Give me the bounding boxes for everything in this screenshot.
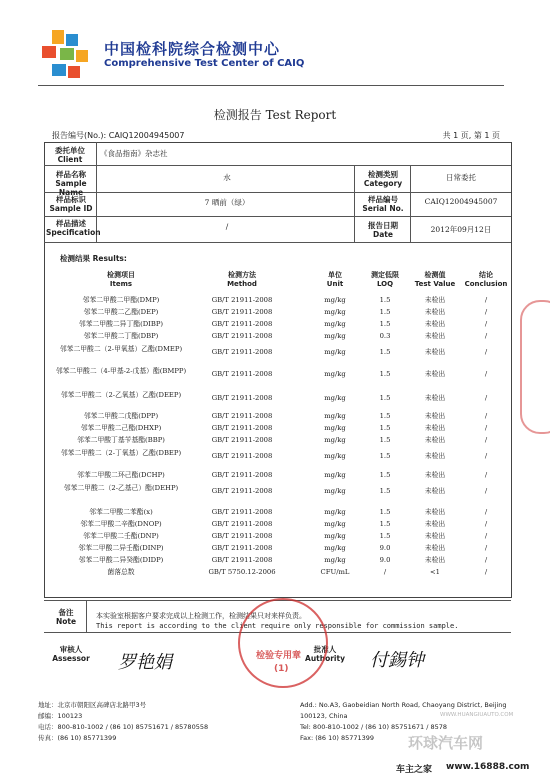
result-loq: 1.5 — [379, 370, 391, 378]
result-conclusion: / — [484, 508, 488, 516]
category-label: 检测类别 Category — [363, 170, 403, 188]
spec-label: 样品描述 Specification — [46, 219, 101, 237]
result-method: GB/T 21911-2008 — [211, 332, 273, 340]
result-conclusion: / — [484, 520, 488, 528]
result-unit: CFU/mL — [320, 568, 350, 576]
assessor-signature: 罗艳娟 — [118, 652, 172, 673]
result-item: 邻苯二甲酸二异丁酯(DIBP) — [78, 320, 164, 328]
result-unit: mg/kg — [324, 520, 346, 528]
result-test-value: 未检出 — [424, 412, 446, 420]
divider — [96, 142, 97, 242]
result-unit: mg/kg — [324, 394, 346, 402]
result-item: 邻苯二甲酸二（2-乙氧基）乙酯(DEEP) — [60, 391, 182, 399]
result-method: GB/T 21911-2008 — [211, 424, 273, 432]
result-item: 邻苯二甲酸二（2-乙基己）酯(DEHP) — [63, 484, 179, 492]
result-test-value: 未检出 — [424, 487, 446, 495]
result-item: 邻苯二甲酸二戊酯(DPP) — [83, 412, 159, 420]
result-method: GB/T 21911-2008 — [211, 487, 273, 495]
result-conclusion: / — [484, 412, 488, 420]
result-conclusion: / — [484, 296, 488, 304]
result-loq: 1.5 — [379, 320, 391, 328]
result-method: GB/T 21911-2008 — [211, 452, 273, 460]
col-header-method: 检测方法 Method — [227, 271, 257, 288]
result-item: 邻苯二甲酸丁基苄基酯(BBP) — [77, 436, 165, 444]
result-method: GB/T 21911-2008 — [211, 320, 273, 328]
result-item: 邻苯二甲酸二环己酯(DCHP) — [77, 471, 165, 479]
footer-brand: 车主之家 — [396, 765, 433, 775]
serial-label: 样品编号 Serial No. — [362, 195, 404, 213]
result-conclusion: / — [484, 556, 488, 564]
result-conclusion: / — [484, 436, 488, 444]
result-loq: 1.5 — [379, 296, 391, 304]
result-unit: mg/kg — [324, 487, 346, 495]
result-item: 邻苯二甲酸二丁酯(DBP) — [83, 332, 159, 340]
divider — [86, 600, 87, 632]
result-conclusion: / — [484, 308, 488, 316]
sample-id-label: 样品标识 Sample ID — [49, 195, 93, 213]
client-value: 《食品指南》杂志社 — [100, 149, 168, 158]
result-conclusion: / — [484, 320, 488, 328]
result-conclusion: / — [484, 348, 488, 356]
result-unit: mg/kg — [324, 556, 346, 564]
result-unit: mg/kg — [324, 424, 346, 432]
footer-url: www.16888.com — [446, 762, 530, 772]
col-header-conclusion: 结论 Conclusion — [464, 271, 508, 288]
result-method: GB/T 21911-2008 — [211, 471, 273, 479]
result-unit: mg/kg — [324, 296, 346, 304]
result-unit: mg/kg — [324, 508, 346, 516]
result-loq: 1.5 — [379, 487, 391, 495]
result-test-value: 未检出 — [424, 370, 446, 378]
authority-label: 批准人 Authority — [305, 645, 345, 663]
date-value: 2012年09月12日 — [430, 225, 492, 234]
result-method: GB/T 21911-2008 — [211, 308, 273, 316]
result-method: GB/T 21911-2008 — [211, 412, 273, 420]
result-item: 邻苯二甲酸二（4-甲基-2-戊基）酯(BMPP) — [55, 367, 187, 375]
report-number: 报告编号(No.): CAIQ12004945007 — [52, 131, 185, 140]
result-loq: 9.0 — [379, 544, 391, 552]
client-label: 委托单位 Client — [55, 146, 85, 164]
result-unit: mg/kg — [324, 452, 346, 460]
result-test-value: 未检出 — [424, 471, 446, 479]
result-unit: mg/kg — [324, 320, 346, 328]
divider — [44, 242, 511, 243]
result-loq: 1.5 — [379, 520, 391, 528]
result-test-value: 未检出 — [424, 424, 446, 432]
divider — [410, 165, 411, 242]
serial-value: CAIQ12004945007 — [424, 197, 498, 206]
result-test-value: 未检出 — [424, 544, 446, 552]
result-item: 邻苯二甲酸二苯酯(x) — [89, 508, 153, 516]
watermark-brand: 环球汽车网 — [408, 734, 484, 752]
result-method: GB/T 21911-2008 — [211, 370, 273, 378]
result-method: GB/T 21911-2008 — [211, 394, 273, 402]
official-seal — [238, 598, 328, 688]
result-test-value: 未检出 — [424, 436, 446, 444]
result-test-value: 未检出 — [424, 394, 446, 402]
result-conclusion: / — [484, 452, 488, 460]
result-item: 邻苯二甲酸二异壬酯(DINP) — [78, 544, 164, 552]
result-item: 邻苯二甲酸二甲酯(DMP) — [82, 296, 160, 304]
result-unit: mg/kg — [324, 308, 346, 316]
result-item: 邻苯二甲酸二壬酯(DNP) — [83, 532, 159, 540]
address-en: Add.: No.A3, Gaobeidian North Road, Chaoyang District, Beijing 100123, China Tel: 800-810-1002 / (86 10) 85751671 / 8578 Fax: (86 10) 85771399 — [300, 701, 507, 742]
result-method: GB/T 21911-2008 — [211, 508, 273, 516]
result-unit: mg/kg — [324, 348, 346, 356]
result-conclusion: / — [484, 544, 488, 552]
result-conclusion: / — [484, 370, 488, 378]
caiq-logo-icon — [38, 30, 96, 80]
result-conclusion: / — [484, 487, 488, 495]
result-conclusion: / — [484, 471, 488, 479]
address-cn: 地址：北京市朝阳区高碑店北路甲3号 邮编：100123 电话：800-810-1002 / (86 10) 85751671 / 85780558 传真：(86 10) 85771399 — [38, 701, 209, 742]
spec-value: / — [225, 222, 229, 231]
result-test-value: 未检出 — [424, 520, 446, 528]
result-item: 邻苯二甲酸二辛酯(DNOP) — [80, 520, 162, 528]
result-loq: 1.5 — [379, 424, 391, 432]
result-loq: 1.5 — [379, 471, 391, 479]
note-text-cn: 本实验室根据客户要求完成以上检测工作，检测结果只对来样负责。 — [96, 612, 306, 620]
divider — [44, 192, 511, 193]
note-label: 备注 Note — [55, 608, 77, 626]
divider — [354, 165, 355, 242]
result-item: 菌落总数 — [107, 568, 135, 576]
col-header-unit: 单位 Unit — [326, 271, 344, 288]
result-unit: mg/kg — [324, 544, 346, 552]
result-unit: mg/kg — [324, 332, 346, 340]
seal-index: (1) — [274, 664, 289, 674]
result-item: 邻苯二甲酸二（2-丁氧基）乙酯(DBEP) — [60, 449, 182, 457]
page-info: 共 1 页, 第 1 页 — [442, 131, 500, 140]
result-loq: 0.3 — [379, 332, 391, 340]
col-header-loq: 测定低限 LOQ — [371, 271, 399, 288]
result-loq: 1.5 — [379, 532, 391, 540]
result-test-value: 未检出 — [424, 296, 446, 304]
col-header-items: 检测项目 Items — [107, 271, 135, 288]
edge-seal — [520, 300, 550, 434]
result-loq: 1.5 — [379, 452, 391, 460]
note-text-en: This report is according to the client require only responsible for commission sample. — [96, 622, 459, 630]
result-item: 邻苯二甲酸二乙酯(DEP) — [83, 308, 159, 316]
category-value: 日常委托 — [446, 173, 476, 182]
result-method: GB/T 21911-2008 — [211, 436, 273, 444]
result-method: GB/T 21911-2008 — [211, 296, 273, 304]
result-test-value: 未检出 — [424, 556, 446, 564]
result-item: 邻苯二甲酸二异癸酯(DIDP) — [78, 556, 164, 564]
divider — [44, 165, 511, 166]
result-test-value: 未检出 — [424, 452, 446, 460]
col-header-test-value: 检测值 Test Value — [414, 271, 456, 288]
authority-signature: 付錫钟 — [370, 650, 424, 671]
result-loq: 9.0 — [379, 556, 391, 564]
result-test-value: <1 — [429, 568, 441, 576]
result-method: GB/T 21911-2008 — [211, 520, 273, 528]
result-item: 邻苯二甲酸二（2-甲氧基）乙酯(DMEP) — [59, 345, 183, 353]
report-title: 检测报告 Test Report — [213, 108, 337, 122]
sample-name-value: 水 — [223, 173, 231, 182]
result-conclusion: / — [484, 424, 488, 432]
result-test-value: 未检出 — [424, 348, 446, 356]
result-unit: mg/kg — [324, 412, 346, 420]
result-loq: 1.5 — [379, 394, 391, 402]
result-loq: / — [383, 568, 387, 576]
result-loq: 1.5 — [379, 508, 391, 516]
result-loq: 1.5 — [379, 308, 391, 316]
seal-text: 检验专用章 — [256, 651, 302, 661]
result-test-value: 未检出 — [424, 320, 446, 328]
result-item: 邻苯二甲酸二己酯(DHXP) — [80, 424, 162, 432]
result-loq: 1.5 — [379, 348, 391, 356]
result-test-value: 未检出 — [424, 332, 446, 340]
assessor-label: 审核人 Assessor — [52, 645, 90, 663]
header-divider — [38, 85, 504, 86]
result-method: GB/T 21911-2008 — [211, 532, 273, 540]
divider — [44, 216, 511, 217]
org-name-en: Comprehensive Test Center of CAIQ — [104, 58, 305, 69]
result-method: GB/T 21911-2008 — [211, 556, 273, 564]
result-test-value: 未检出 — [424, 308, 446, 316]
result-method: GB/T 5750.12-2006 — [208, 568, 276, 576]
results-title: 检测结果 Results: — [60, 254, 127, 263]
result-conclusion: / — [484, 568, 488, 576]
result-test-value: 未检出 — [424, 508, 446, 516]
sample-id-value: 7 晒前（绿） — [204, 198, 250, 207]
result-unit: mg/kg — [324, 471, 346, 479]
result-conclusion: / — [484, 532, 488, 540]
result-method: GB/T 21911-2008 — [211, 348, 273, 356]
result-unit: mg/kg — [324, 436, 346, 444]
result-unit: mg/kg — [324, 532, 346, 540]
result-conclusion: / — [484, 394, 488, 402]
watermark-url: WWW.HUANGIUAUTO.COM — [440, 712, 514, 718]
result-unit: mg/kg — [324, 370, 346, 378]
date-label: 报告日期 Date — [368, 221, 398, 239]
org-name-cn: 中国检科院综合检测中心 — [104, 40, 281, 58]
result-loq: 1.5 — [379, 412, 391, 420]
result-loq: 1.5 — [379, 436, 391, 444]
result-conclusion: / — [484, 332, 488, 340]
result-test-value: 未检出 — [424, 532, 446, 540]
result-method: GB/T 21911-2008 — [211, 544, 273, 552]
sample-name-label: 样品名称 Sample Name — [55, 170, 87, 197]
